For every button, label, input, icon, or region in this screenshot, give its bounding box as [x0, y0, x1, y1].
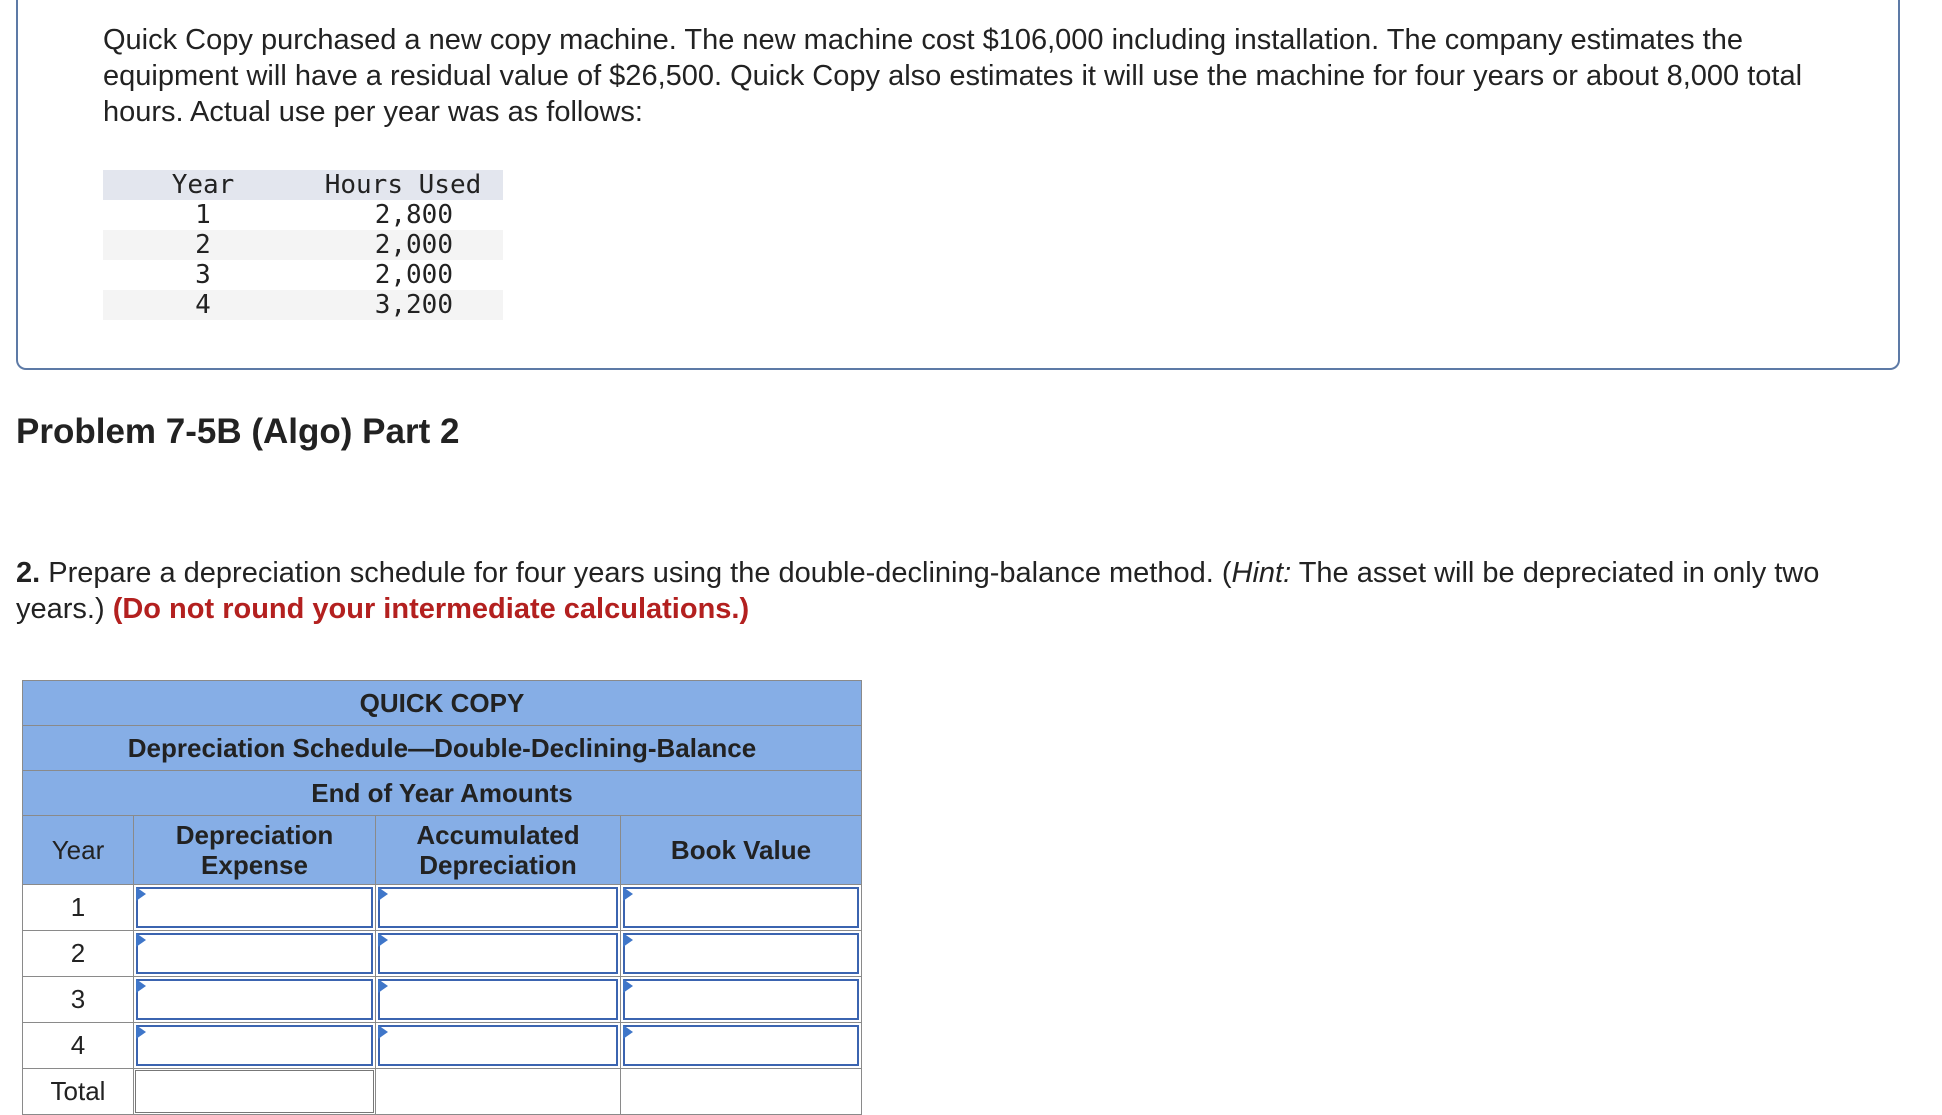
row-year: 2 [23, 931, 134, 977]
total-dep-expense-input[interactable] [135, 1070, 374, 1113]
input-marker-icon [136, 1025, 146, 1039]
input-marker-icon [378, 933, 388, 947]
dep-expense-input[interactable] [136, 1025, 373, 1066]
input-marker-icon [623, 887, 633, 901]
hours-row-year: 3 [195, 260, 211, 290]
schedule-row [23, 931, 862, 977]
instruction-number: 2. [16, 557, 41, 589]
instruction-text: Prepare a depreciation schedule for four years using the double-declining-balance method. ( [40, 557, 1232, 589]
schedule-company: QUICK COPY [23, 681, 862, 726]
input-marker-icon [378, 887, 388, 901]
input-marker-icon [623, 1025, 633, 1039]
book-value-input[interactable] [623, 1025, 859, 1066]
col-header-dep-expense: Depreciation Expense [134, 816, 376, 885]
hours-row-year: 1 [195, 200, 211, 230]
dep-expense-input[interactable] [136, 979, 373, 1020]
col-header-accum-dep: Accumulated Depreciation [376, 816, 621, 885]
input-marker-icon [136, 887, 146, 901]
col-header-year: Year [23, 816, 134, 885]
input-marker-icon [623, 933, 633, 947]
total-label: Total [23, 1069, 134, 1115]
instructions [16, 555, 1916, 627]
input-marker-icon [378, 979, 388, 993]
hours-used-table [103, 170, 503, 320]
total-empty-cell [621, 1069, 862, 1115]
depreciation-schedule-table [22, 680, 862, 1115]
dep-expense-input[interactable] [136, 887, 373, 928]
schedule-row [23, 885, 862, 931]
hours-row-hours: 3,200 [374, 290, 453, 320]
accum-dep-input[interactable] [378, 887, 618, 928]
row-year: 3 [23, 977, 134, 1023]
hint-text: The asset will be depreciated in only two years.) [16, 557, 1820, 625]
hours-table-row [103, 290, 503, 320]
hours-row-hours: 2,800 [374, 200, 453, 230]
hours-table-row [103, 230, 503, 260]
schedule-title: Depreciation Schedule—Double-Declining-Balance [23, 726, 862, 771]
total-empty-cell [376, 1069, 621, 1115]
hours-row-hours: 2,000 [374, 260, 453, 290]
schedule-total-row [23, 1069, 862, 1115]
hours-header-hours: Hours Used [303, 170, 503, 200]
hours-row-year: 4 [103, 290, 303, 320]
hours-row-year: 2 [103, 230, 303, 260]
hint-label: Hint: [1231, 557, 1292, 589]
input-marker-icon [136, 979, 146, 993]
row-year: 1 [23, 885, 134, 931]
hours-table-row [103, 260, 503, 290]
hours-header-year: Year [103, 170, 303, 200]
dep-expense-input[interactable] [136, 933, 373, 974]
hours-row-hours: 2,000 [374, 230, 453, 260]
book-value-input[interactable] [623, 933, 859, 974]
book-value-input[interactable] [623, 979, 859, 1020]
input-marker-icon [623, 979, 633, 993]
schedule-row [23, 977, 862, 1023]
accum-dep-input[interactable] [378, 979, 618, 1020]
section-title: Problem 7-5B (Algo) Part 2 [16, 412, 460, 451]
hours-table-header [103, 170, 503, 200]
problem-intro-text: Quick Copy purchased a new copy machine. The new machine cost $106,000 including installation. The company estimates the equipment will have a residual value of $26,500. Quick Copy also estimates it will use the machine for four years or about 8,000 total hours. Actual use per year was as follows: [103, 24, 1803, 128]
rounding-warning: (Do not round your intermediate calculations.) [112, 593, 750, 625]
input-marker-icon [136, 933, 146, 947]
schedule-subtitle: End of Year Amounts [23, 771, 862, 816]
accum-dep-input[interactable] [378, 1025, 618, 1066]
hours-table-row [103, 200, 503, 230]
book-value-input[interactable] [623, 887, 859, 928]
accum-dep-input[interactable] [378, 933, 618, 974]
schedule-row [23, 1023, 862, 1069]
col-header-book-value: Book Value [621, 816, 862, 885]
input-marker-icon [378, 1025, 388, 1039]
row-year: 4 [23, 1023, 134, 1069]
